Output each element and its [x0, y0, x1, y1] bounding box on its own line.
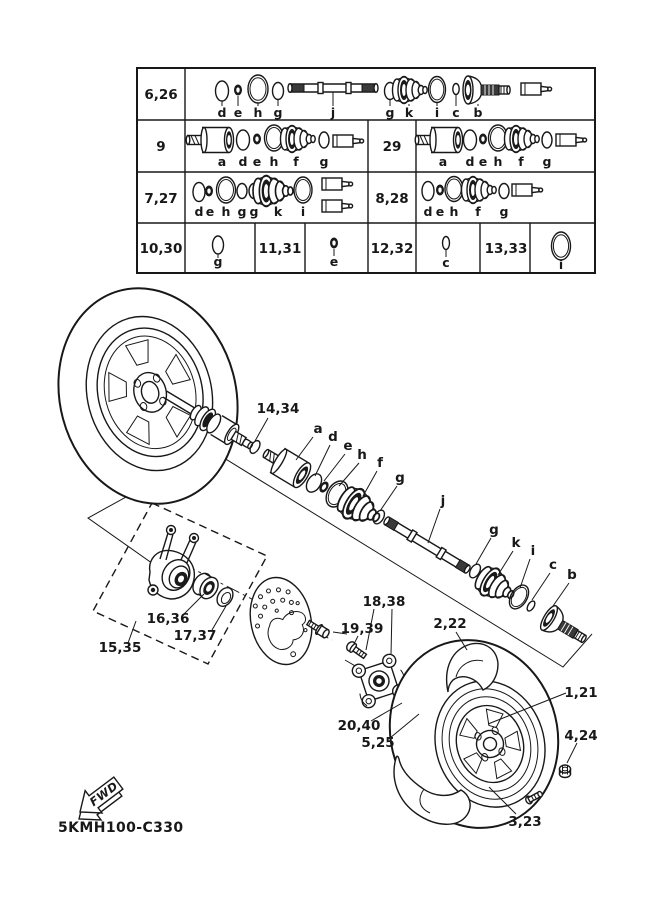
- steering-knuckle: [148, 526, 199, 600]
- front-wheel-assembled: [35, 268, 261, 524]
- callout-b: b: [567, 567, 577, 583]
- callout-g1: g: [395, 470, 405, 486]
- row3-left-part-glyphs: [193, 175, 353, 212]
- part-letter: a: [438, 154, 448, 169]
- callout-17-37: 17,37: [173, 628, 217, 644]
- callout-15-35: 15,35: [98, 640, 142, 656]
- part-letter: i: [300, 204, 306, 219]
- callout-circlip: 14,34: [256, 401, 300, 417]
- part-letter: d: [238, 154, 248, 169]
- callout-i: i: [530, 543, 536, 559]
- part-letter: g: [249, 204, 259, 219]
- clip-c: [526, 600, 537, 613]
- part-letter: e: [478, 154, 488, 169]
- part-letter: g: [273, 105, 283, 120]
- table-ref-13-33: 13,33: [484, 241, 528, 257]
- table-ref-29: 29: [382, 139, 402, 155]
- callout-18-38: 18,38: [362, 594, 406, 610]
- callout-g2: g: [489, 522, 499, 538]
- boot-f: [333, 482, 388, 533]
- callout-16-36: 16,36: [146, 611, 190, 627]
- part-letter: c: [452, 105, 460, 120]
- callout-f: f: [377, 455, 383, 471]
- row2-left-part-glyphs: [186, 125, 363, 153]
- part-letter: i: [558, 257, 564, 272]
- part-letter: h: [449, 204, 459, 219]
- callout-j: j: [440, 493, 446, 509]
- part-letter: i: [434, 105, 440, 120]
- part-letter: f: [518, 154, 524, 169]
- callout-3-23: 3,23: [508, 814, 542, 830]
- part-letter: a: [217, 154, 227, 169]
- callout-c: c: [548, 557, 558, 573]
- hub-bolt-19-39: [345, 640, 368, 660]
- callout-k: k: [511, 535, 521, 551]
- callout-e: e: [343, 438, 353, 454]
- part-letter: c: [442, 255, 450, 270]
- callout-1-21: 1,21: [564, 685, 598, 701]
- part-letter: d: [217, 105, 227, 120]
- table-ref-12-32: 12,32: [370, 241, 414, 257]
- part-letter: k: [404, 105, 414, 120]
- callout-h: h: [357, 447, 367, 463]
- table-ref-8-28: 8,28: [375, 191, 409, 207]
- outer-joint-b: [538, 603, 593, 651]
- shaft-j: [382, 515, 472, 575]
- wheel-nut: [560, 765, 571, 778]
- part-letter: k: [273, 204, 283, 219]
- part-letter: b: [473, 105, 483, 120]
- part-letter: f: [293, 154, 299, 169]
- callout-d: d: [328, 429, 338, 445]
- reference-table: [137, 68, 595, 273]
- part-letter: h: [221, 204, 231, 219]
- shaft-glyph-j: [288, 83, 378, 107]
- part-letter: e: [435, 204, 445, 219]
- boot-k: [471, 562, 521, 609]
- part-letter: d: [465, 154, 475, 169]
- part-letter: d: [194, 204, 204, 219]
- table-ref-7-27: 7,27: [144, 191, 178, 207]
- part-letter: g: [385, 105, 395, 120]
- table-ref-10-30: 10,30: [139, 241, 183, 257]
- table-ref-11-31: 11,31: [258, 241, 302, 257]
- part-code: 5KMH100-C330: [58, 820, 184, 836]
- table-ref-6-26: 6,26: [144, 87, 178, 103]
- callout-5-25: 5,25: [361, 735, 395, 751]
- row3-right-part-glyphs: [422, 177, 543, 204]
- brake-disc-guard: [243, 572, 320, 671]
- part-letter: d: [423, 204, 433, 219]
- callout-a: a: [313, 421, 323, 437]
- part-letter: g: [319, 154, 329, 169]
- part-letter: e: [252, 154, 262, 169]
- callout-4-24: 4,24: [564, 728, 598, 744]
- band-i: [505, 582, 532, 613]
- part-letter: h: [253, 105, 263, 120]
- callout-2-22: 2,22: [433, 616, 467, 632]
- part-letter: g: [542, 154, 552, 169]
- part-letter: e: [205, 204, 215, 219]
- part-letter: g: [499, 204, 509, 219]
- part-letter: e: [233, 105, 243, 120]
- table-ref-9: 9: [156, 139, 166, 155]
- callout-20-40: 20,40: [337, 718, 381, 734]
- part-letter: h: [493, 154, 503, 169]
- part-letter: g: [213, 254, 223, 269]
- fwd-label: FWD: [86, 778, 121, 809]
- callout-19-39: 19,39: [340, 621, 384, 637]
- part-letter: e: [329, 254, 339, 269]
- part-letter: j: [330, 105, 336, 120]
- part-letter: g: [237, 204, 247, 219]
- part-letter: f: [475, 204, 481, 219]
- row1-part-glyphs: [216, 75, 552, 106]
- row2-right-part-glyphs: [415, 125, 586, 153]
- part-letter: h: [269, 154, 279, 169]
